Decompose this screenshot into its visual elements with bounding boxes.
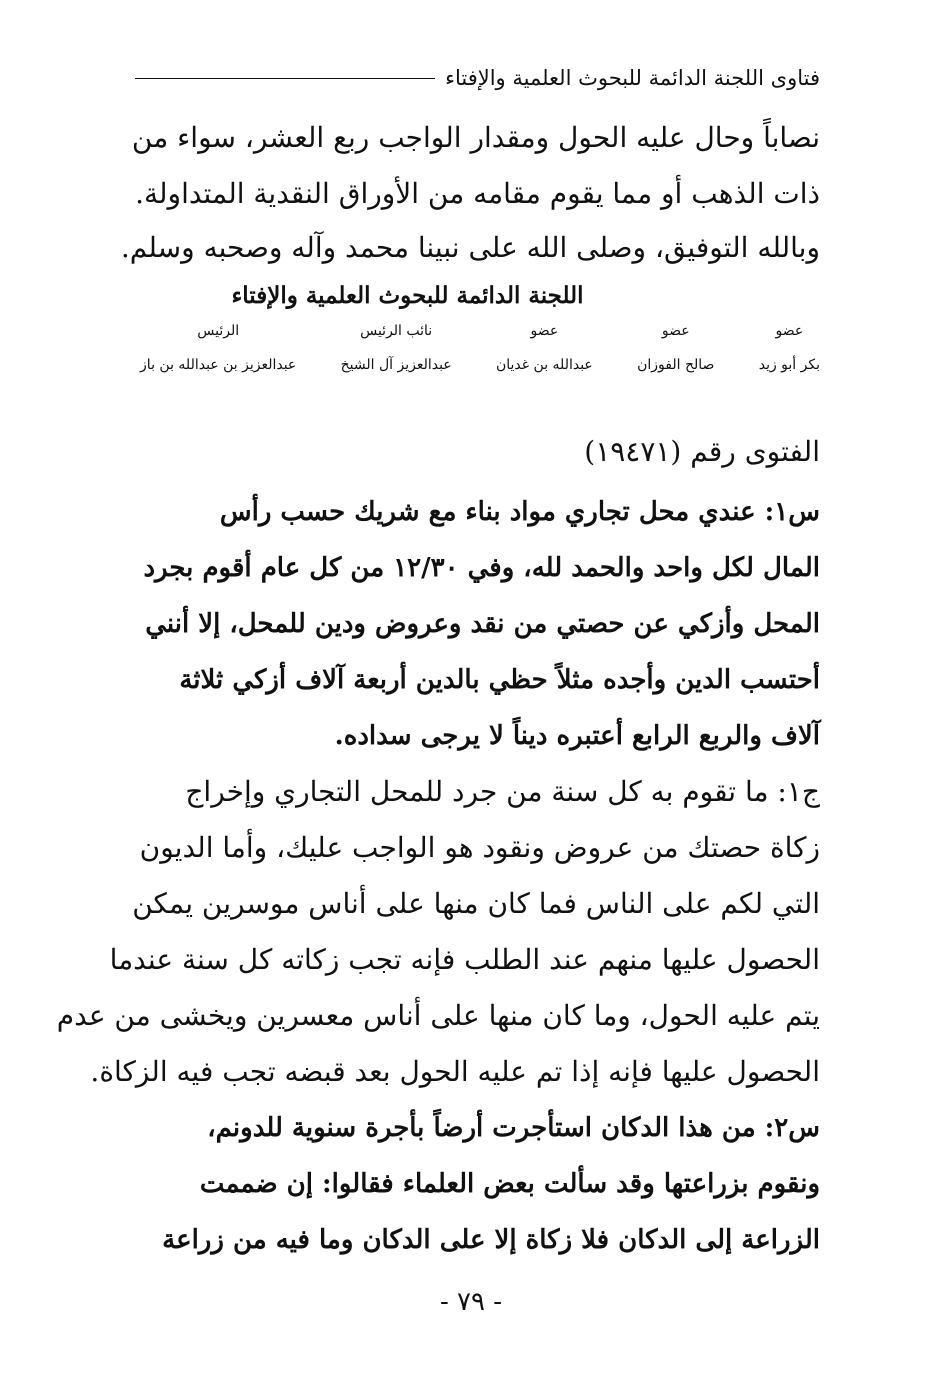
member-name: عبدالله بن غديان [495,357,593,373]
committee-member [637,318,714,378]
member-name: بكر أبو زيد [758,357,820,373]
question-line: أحتسب الدين وأجده مثلاً حظي بالدين أربعة آلاف أزكي ثلاثة [179,665,820,695]
running-header [135,58,820,98]
question-line: س٢: من هذا الدكان استأجرت أرضاً بأجرة سنوية للدونم، [207,1113,820,1143]
paragraph-continued [131,110,820,222]
member-name: عبدالعزيز آل الشيخ [340,357,452,373]
answer-line: زكاة حصتك من عروض ونقود هو الواجب عليك، وأما الديون [139,831,820,864]
page-number: - ٧٩ - [439,1287,503,1317]
answer-line: يتم عليه الحول، وما كان منها على أناس معسرين ويخشى من عدم [56,999,820,1032]
answer-line: الحصول عليها فإنه إذا تم عليه الحول بعد قبضه تجب فيه الزكاة. [90,1055,820,1088]
member-role: نائب الرئيس [360,323,433,339]
text-line: وبالله التوفيق، وصلى الله على نبينا محمد وآله وصحبه وسلم. [120,231,820,264]
member-name: صالح الفوزان [637,357,715,373]
member-role: عضو [530,323,559,339]
committee-member [496,318,593,378]
question-line: الزراعة إلى الدكان فلا زكاة إلا على الدكان وما فيه من زراعة [162,1225,820,1255]
question-line: آلاف والربع الرابع أعتبره ديناً لا يرجى سداده. [334,721,820,751]
member-role: الرئيس [197,323,240,339]
member-role: عضو [661,323,690,339]
answer-line: الحصول عليها منهم عند الطلب فإنه تجب زكاته كل سنة عندما [109,943,820,976]
member-name: عبدالعزيز بن عبدالله بن باز [140,357,297,373]
answer-line: التي لكم على الناس فما كان منها على أناس موسرين يمكن [132,887,820,920]
text-line: نصاباً وحال عليه الحول ومقدار الواجب ربع العشر، سواء من [131,121,820,154]
question-2 [135,1100,820,1268]
header-rule [135,78,435,79]
member-role: عضو [775,323,804,339]
question-1 [135,484,820,764]
committee-member [341,318,452,378]
committee-member [140,318,296,378]
committee-members [140,318,820,378]
question-line: المال لكل واحد والحمد لله، وفي ١٢/٣٠ من كل عام أقوم بجرد [143,553,820,583]
committee-member [759,318,820,378]
answer-line: ج١: ما تقوم به كل سنة من جرد للمحل التجاري وإخراج [185,775,820,808]
question-line: المحل وأزكي عن حصتي من نقد وعروض ودين للمحل، إلا أنني [145,609,820,639]
question-line: ونقوم بزراعتها وقد سألت بعض العلماء فقالوا: إن ضممت [199,1169,820,1199]
fatwa-number: الفتوى رقم (١٩٤٧١) [584,435,820,468]
closing-line [120,220,820,276]
text-line: ذات الذهب أو مما يقوم مقامه من الأوراق النقدية المتداولة. [135,177,820,210]
question-line: س١: عندي محل تجاري مواد بناء مع شريك حسب رأس [219,497,820,527]
answer-1 [56,764,820,1100]
committee-title: اللجنة الدائمة للبحوث العلمية والإفتاء [231,282,584,309]
header-title: فتاوى اللجنة الدائمة للبحوث العلمية والإفتاء [445,66,820,90]
